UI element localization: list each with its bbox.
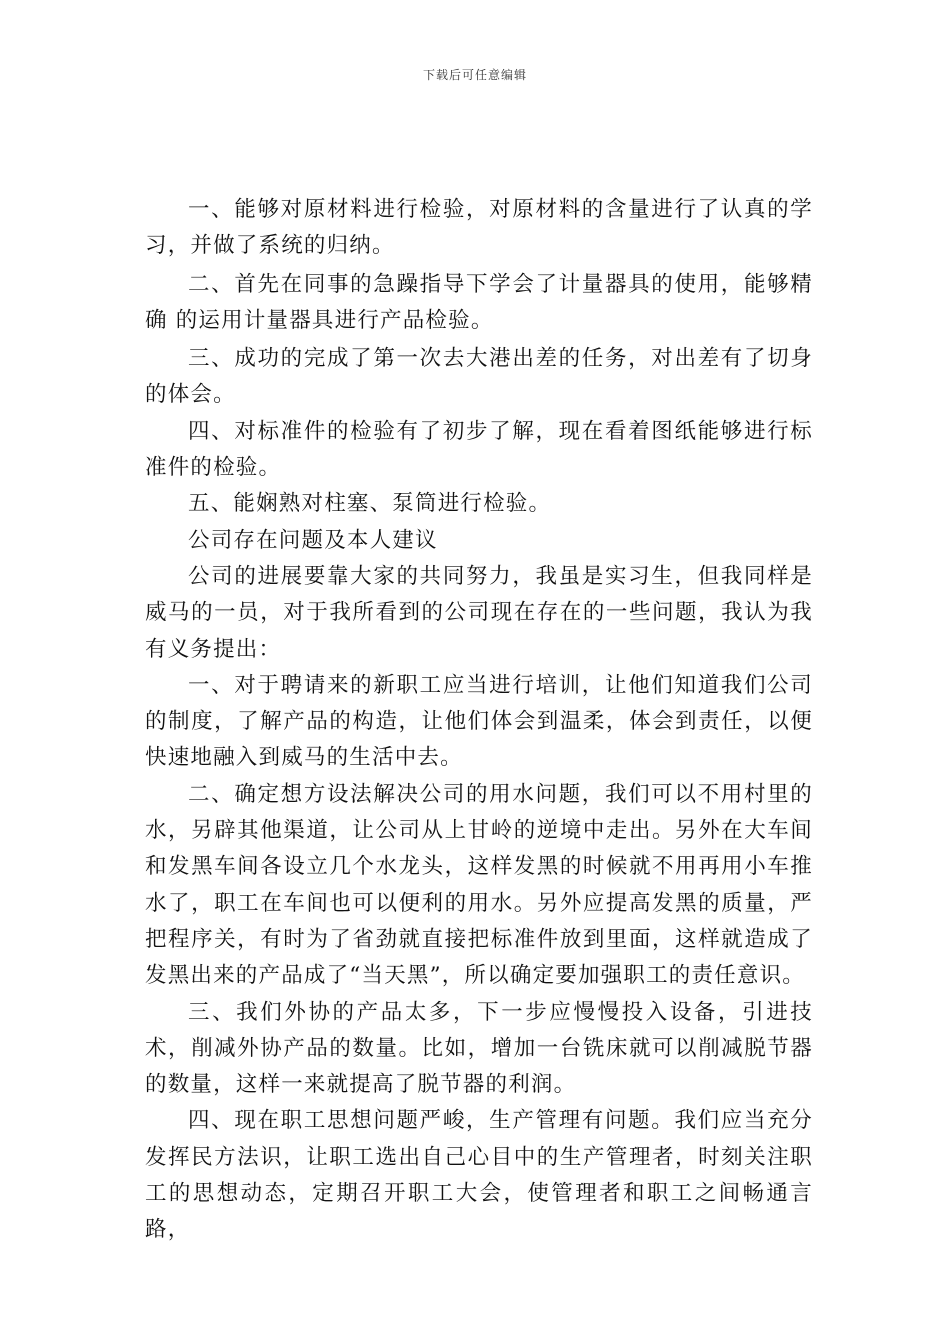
- paragraph: 公司的进展要靠大家的共同努力，我虽是实习生，但我同样是威马的一员，对于我所看到的公司现在存在的一些问题，我认为我有义务提出：: [145, 563, 813, 662]
- paragraph: 二、确定想方设法解决公司的用水问题，我们可以不用村里的水，另辟其他渠道，让公司从上甘岭的逆境中走出。另外在大车间和发黑车间各设立几个水龙头，这样发黑的时候就不用再用小车推水了，职工在车间也可以便利的用水。另外应提高发黑的质量，严把程序关，有时为了省劲就直接把标准件放到里面，这样就造成了发黑出来的产品成了“当天黑”，所以确定要加强职工的责任意识。: [145, 781, 813, 989]
- paragraph: 二、首先在同事的急躁指导下学会了计量器具的使用，能够精确 的运用计量器具进行产品检验。: [145, 271, 813, 333]
- paragraph: 一、对于聘请来的新职工应当进行培训，让他们知道我们公司的制度，了解产品的构造，让他们体会到温柔，体会到责任，以便快速地融入到威马的生活中去。: [145, 672, 813, 771]
- paragraph: 三、成功的完成了第一次去大港出差的任务，对出差有了切身的体会。: [145, 346, 813, 408]
- paragraph: 一、能够对原材料进行检验，对原材料的含量进行了认真的学习，并做了系统的归纳。: [145, 197, 813, 259]
- section-heading: 公司存在问题及本人建议: [188, 527, 438, 553]
- paragraph: 四、现在职工思想问题严峻，生产管理有问题。我们应当充分发挥民方法识，让职工选出自己心目中的生产管理者，时刻关注职工的思想动态，定期召开职工大会，使管理者和职工之间畅通言路，: [145, 1108, 813, 1243]
- paragraph: 三、我们外协的产品太多，下一步应慢慢投入设备，引进技术，削减外协产品的数量。比如，增加一台铣床就可以削减脱节器的数量，这样一来就提高了脱节器的利润。: [145, 999, 813, 1098]
- page-header: 下载后可任意编辑: [422, 68, 527, 82]
- paragraph: 四、对标准件的检验有了初步了解，现在看着图纸能够进行标准件的检验。: [145, 418, 813, 481]
- document-body: [145, 192, 813, 1249]
- paragraph: 五、能娴熟对柱塞、泵筒进行检验。: [188, 491, 552, 517]
